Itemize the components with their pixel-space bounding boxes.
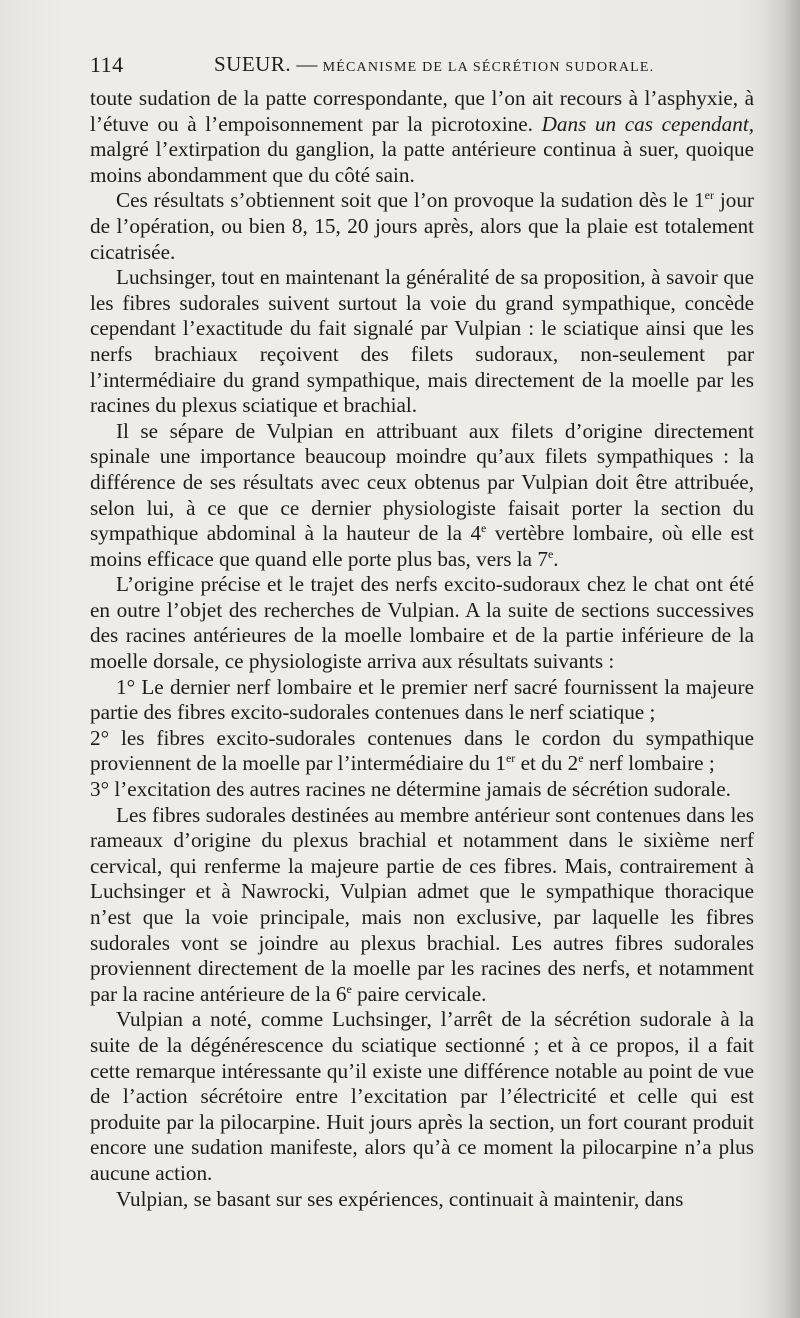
paragraph-6-text-b: paire cervicale. [351, 981, 487, 1006]
list-item-3: 3° l’excitation des autres racines ne détermine jamais de sécrétion sudorale. [90, 777, 731, 802]
list-item-1: 1° Le dernier nerf lombaire et le premier nerf sacré fournissent la majeure partie des fibres excito-sudorales contenues dans le nerf sciatique ; [90, 674, 754, 725]
running-header [90, 52, 750, 82]
paragraph-1-italic: Dans un cas cependant, [541, 111, 755, 136]
paragraph-8: Vulpian, se basant sur ses expériences, continuait à maintenir, dans [116, 1186, 684, 1211]
running-title-author: SUEUR. [214, 52, 292, 76]
paragraph-2 [90, 188, 754, 265]
list-item-2-superscript-2: e [578, 751, 584, 766]
paragraph-6-text-a: Les fibres sudorales destinées au membre antérieur sont contenues dans les rameaux d’origine du plexus brachial et notamment dans le sixième nerf cervical, qui renferme la majeure partie de ces fibres. Mais, contrairement à Luchsinger et à Nawrocki, Vulpian admet que le sympathique thoracique n’est que la voie principale, mais non exclusive, par laquelle les fibres sudorales vont se joindre au plexus brachial. Les autres fibres sudorales proviennent directement de la moelle par les racines des nerfs, et notamment par la racine antérieure de la 6 [90, 802, 754, 1006]
paragraph-4-superscript-1: e [481, 521, 487, 536]
running-title-subtitle: MÉCANISME DE LA SÉCRÉTION SUDORALE. [322, 60, 655, 75]
running-title-dash: — [296, 52, 318, 76]
paragraph-4-text-c: . [553, 546, 559, 571]
paragraph-2-superscript: er [704, 188, 714, 203]
paragraph-4-text-a: Il se sépare de Vulpian en attribuant aux filets d’origine directement spinale une importance beaucoup moindre qu’aux filets sympathiques : la différence de ses résultats avec ceux obtenus par Vulpian doit être attribuée, selon lui, à ce que ce dernier physiologiste faisait porter la section du sympathique abdominal à la hauteur de la 4 [90, 418, 754, 546]
paragraph-1-end: malgré l’extirpation du ganglion, la patte antérieure continua à suer, quoique moins abondamment que du côté sain. [90, 137, 754, 187]
list-item-2-superscript-1: er [505, 751, 516, 766]
paragraph-2-text-b: jour de l’opération, ou bien 8, 15, 20 jours après, alors que la plaie est totalement cicatrisée. [90, 188, 754, 264]
page-number: 114 [90, 52, 124, 77]
body-text [90, 86, 754, 1212]
paragraph-6 [90, 803, 754, 1008]
paragraph-2-text-a: Ces résultats s’obtiennent soit que l’on provoque la sudation dès le 1 [116, 188, 705, 213]
list-item-2-text-a: 2° les fibres excito-sudorales contenues dans le cordon du sympathique proviennent de la moelle par l’intermédiaire du 1 [90, 725, 754, 776]
spine-shadow [760, 0, 800, 1318]
list-item-2-text-b: et du 2 [515, 751, 579, 776]
list-item-2 [90, 726, 754, 777]
paragraph-1 [90, 86, 754, 188]
running-title [214, 52, 654, 77]
paragraph-4-superscript-2: e [547, 546, 554, 561]
paragraph-6-superscript: e [346, 981, 352, 996]
list-item-2-text-c: nerf lombaire ; [583, 751, 715, 776]
paragraph-4-text-b: vertèbre lombaire, où elle est moins efficace que quand elle porte plus bas, vers la 7 [90, 521, 754, 571]
paragraph-5: L’origine précise et le trajet des nerfs excito-sudoraux chez le chat ont été en outre l’objet des recherches de Vulpian. A la suite de sections successives des racines antérieures de la moelle lombaire et de la partie inférieure de la moelle dorsale, ce physiologiste arriva aux résultats suivants : [90, 572, 754, 674]
paragraph-4 [90, 419, 754, 573]
paragraph-1-text: toute sudation de la patte correspondante, que l’on ait recours à l’asphyxie, à l’étuve ou à l’empoisonnement par la picrotoxine. [90, 86, 754, 136]
paragraph-7: Vulpian a noté, comme Luchsinger, l’arrêt de la sécrétion sudorale à la suite de la dégénérescence du sciatique sectionné ; et à ce propos, il a fait cette remarque intéressante qu’il existe une différence notable au point de vue de l’action sécrétoire entre l’excitation par l’électricité et celle qui est produite par la pilocarpine. Huit jours après la section, un fort courant produit encore une sudation manifeste, alors qu’à ce moment la pilocarpine n’a plus aucune action. [90, 1007, 754, 1185]
paragraph-3: Luchsinger, tout en maintenant la généralité de sa proposition, à savoir que les fibres sudorales suivent surtout la voie du grand sympathique, concède cependant l’exactitude du fait signalé par Vulpian : le sciatique ainsi que les nerfs brachiaux reçoivent des filets sudoraux, non-seulement par l’intermédiaire du grand sympathique, mais directement de la moelle par les racines du plexus sciatique et brachial. [90, 265, 754, 418]
